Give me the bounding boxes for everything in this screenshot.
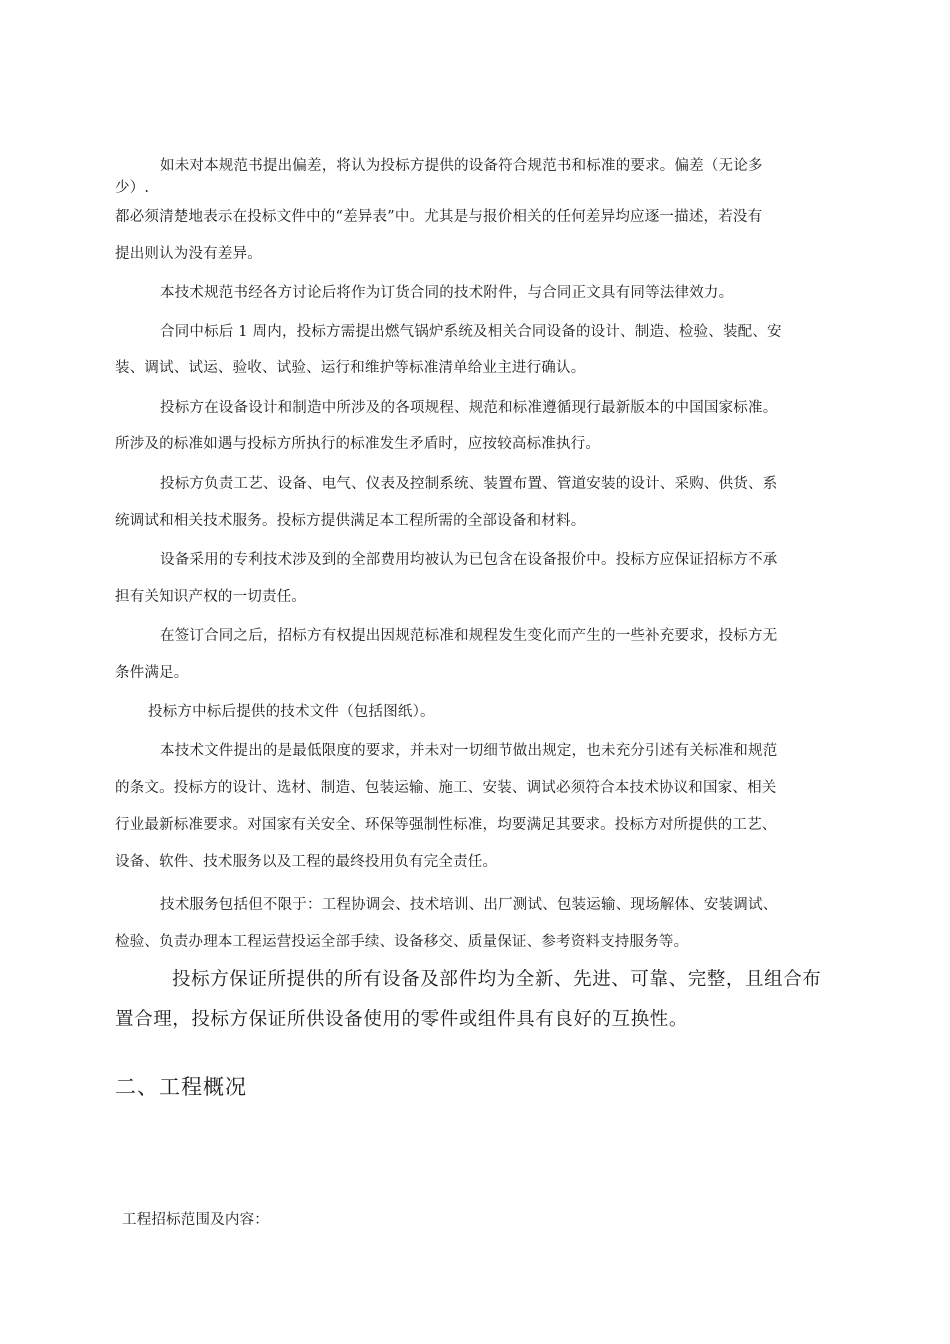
- paragraph-line: 投标方中标后提供的技术文件（包括图纸）。: [148, 704, 435, 720]
- paragraph-line: 设备采用的专利技术涉及到的全部费用均被认为已包含在设备报价中。投标方应保证招标方不承: [160, 552, 778, 568]
- paragraph-line: 技术服务包括但不限于：工程协调会、技术培训、出厂测试、包装运输、现场解体、安装调试、: [160, 897, 778, 913]
- paragraph-line: 提出则认为没有差异。: [115, 246, 262, 262]
- paragraph-line: 都必须清楚地表示在投标文件中的“差异表”中。尤其是与报价相关的任何差异均应逐一描述，若没有: [115, 209, 763, 225]
- paragraph-line: 投标方在设备设计和制造中所涉及的各项规程、规范和标准遵循现行最新版本的中国国家标准。: [160, 400, 778, 416]
- paragraph-line: 如未对本规范书提出偏差，将认为投标方提供的设备符合规范书和标准的要求。偏差（无论多: [160, 158, 763, 174]
- paragraph-line: 行业最新标准要求。对国家有关安全、环保等强制性标准，均要满足其要求。投标方对所提供的工艺、: [115, 817, 777, 833]
- scope-label: 工程招标范围及内容：: [122, 1212, 269, 1228]
- paragraph-line: 检验、负责办理本工程运营投运全部手续、设备移交、质量保证、参考资料支持服务等。: [115, 934, 689, 950]
- paragraph-line: 合同中标后 1 周内，投标方需提出燃气锅炉系统及相关合同设备的设计、制造、检验、装配、安: [160, 324, 782, 340]
- paragraph-line: 统调试和相关技术服务。投标方提供满足本工程所需的全部设备和材料。: [115, 513, 586, 529]
- paragraph-line: 本技术文件提出的是最低限度的要求，并未对一切细节做出规定，也未充分引述有关标准和规范: [160, 743, 778, 759]
- paragraph-line: 投标方负责工艺、设备、电气、仪表及控制系统、装置布置、管道安装的设计、采购、供货、系: [160, 476, 778, 492]
- paragraph-line: 在签订合同之后，招标方有权提出因规范标准和规程发生变化而产生的一些补充要求，投标方无: [160, 628, 778, 644]
- paragraph-line: 的条文。投标方的设计、选材、制造、包装运输、施工、安装、调试必须符合本技术协议和国家、相关: [115, 780, 777, 796]
- paragraph-line: 条件满足。: [115, 665, 189, 681]
- paragraph-line: 装、调试、试运、验收、试验、运行和维护等标准清单给业主进行确认。: [115, 360, 586, 376]
- paragraph-line: 本技术规范书经各方讨论后将作为订货合同的技术附件，与合同正文具有同等法律效力。: [160, 285, 734, 301]
- section-heading: 二、工程概况: [115, 1075, 247, 1099]
- paragraph-line-large: 投标方保证所提供的所有设备及部件均为全新、先进、可靠、完整，且组合布: [172, 969, 822, 990]
- paragraph-line: 设备、软件、技术服务以及工程的最终投用负有完全责任。: [115, 854, 498, 870]
- paragraph-line: 少）.: [115, 180, 150, 196]
- paragraph-line: 担有关知识产权的一切责任。: [115, 589, 307, 605]
- paragraph-line-large: 置合理，投标方保证所供设备使用的零件或组件具有良好的互换性。: [115, 1009, 689, 1030]
- paragraph-line: 所涉及的标准如遇与投标方所执行的标准发生矛盾时，应按较高标准执行。: [115, 436, 601, 452]
